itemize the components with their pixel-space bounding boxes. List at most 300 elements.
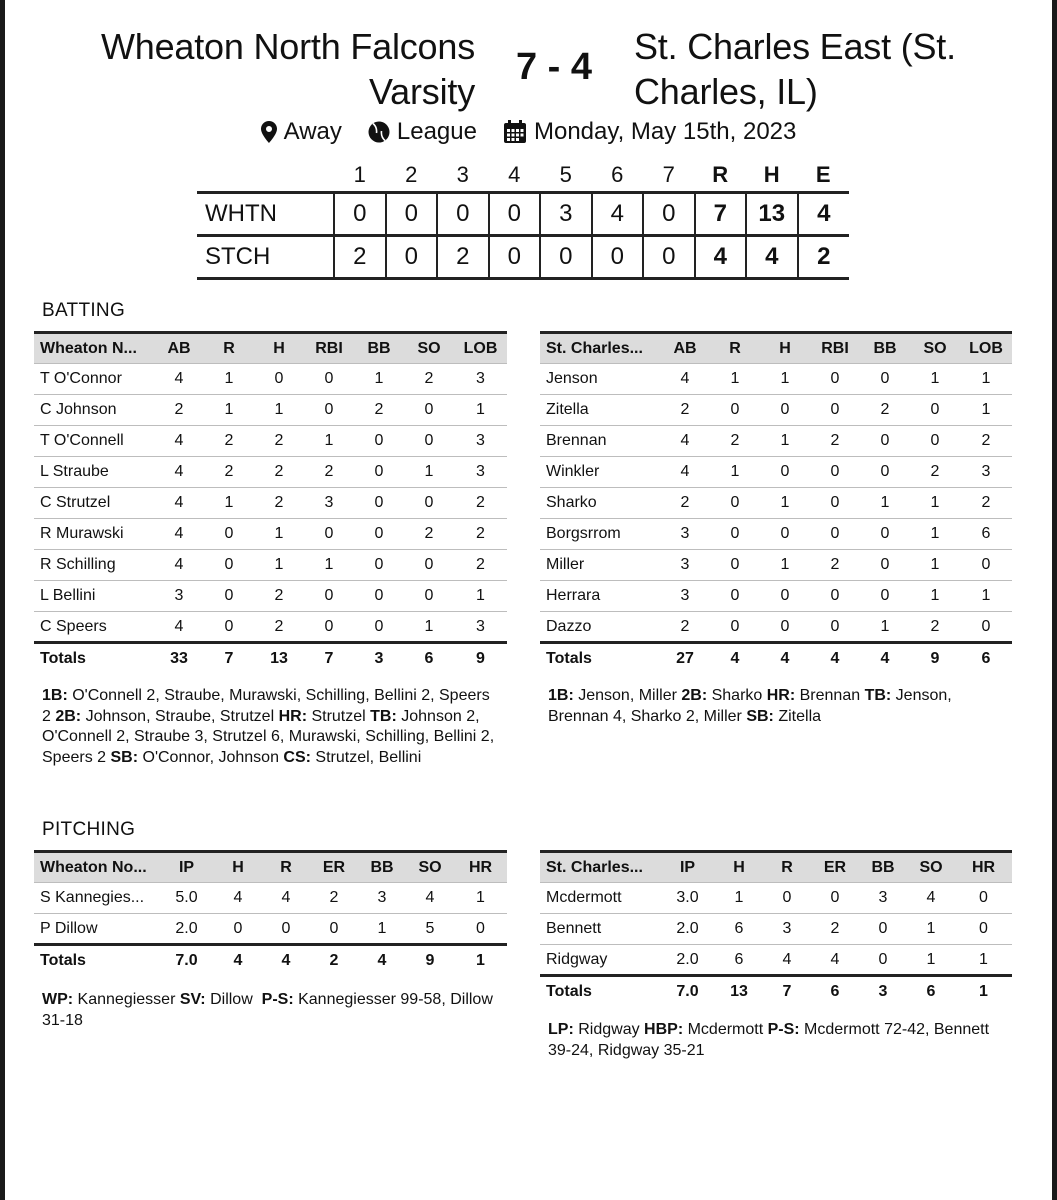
stat-column-header: BB <box>871 858 895 876</box>
stat-value: 1 <box>910 550 960 581</box>
inning-score: 2 <box>437 235 489 278</box>
stat-value: 0 <box>304 581 354 612</box>
stat-value: 2 <box>154 395 204 426</box>
stat-value: 2 <box>254 426 304 457</box>
total-value: 3 <box>859 976 907 1007</box>
stat-column-header: R <box>223 339 235 357</box>
player-name: Jenson <box>540 364 660 395</box>
stat-value: 0 <box>760 612 810 643</box>
stat-value: 1 <box>910 364 960 395</box>
note-text: Johnson 2, O'Connell 2, Straube 3, Strutzel 6, Murawski, Schilling, Bellini 2, Speers 2 <box>42 707 499 766</box>
stat-column-header: AB <box>167 339 191 357</box>
team-column-header: St. Charles... <box>546 339 643 357</box>
stat-value: 1 <box>955 945 1012 976</box>
total-hits: 4 <box>746 235 798 278</box>
player-name: T O'Connell <box>34 426 154 457</box>
player-name: Dazzo <box>540 612 660 643</box>
stat-value: 4 <box>154 488 204 519</box>
inning-score: 0 <box>386 192 438 235</box>
inning-score: 0 <box>489 235 541 278</box>
stat-value: 2 <box>254 457 304 488</box>
total-value: 9 <box>406 945 454 976</box>
away-pitching-notes <box>548 1020 1008 1061</box>
total-value: 13 <box>254 643 304 674</box>
stat-value: 0 <box>810 519 860 550</box>
total-runs: 7 <box>695 192 747 235</box>
total-value: 7 <box>204 643 254 674</box>
player-row <box>540 519 1012 550</box>
inning-score: 0 <box>489 192 541 235</box>
stat-value: 2 <box>310 883 358 914</box>
stat-value: 0 <box>860 364 910 395</box>
stat-value: 2 <box>354 395 404 426</box>
stat-column-header: ER <box>823 858 847 876</box>
stat-value: 4 <box>154 550 204 581</box>
stat-value: 2 <box>910 612 960 643</box>
stat-value: 2 <box>660 395 710 426</box>
location-label: Away <box>283 118 342 145</box>
stat-value: 1 <box>860 612 910 643</box>
stat-value: 3 <box>454 364 507 395</box>
player-name: Bennett <box>540 914 660 945</box>
total-value: 3 <box>354 643 404 674</box>
stat-value: 0 <box>204 550 254 581</box>
totals-row <box>34 945 507 976</box>
total-value: 4 <box>358 945 406 976</box>
line-score-header <box>197 160 849 192</box>
note-text: Zitella <box>773 707 822 725</box>
player-row <box>34 364 507 395</box>
note-label: LP: <box>548 1021 574 1038</box>
player-row <box>540 883 1012 914</box>
stat-value: 0 <box>710 581 760 612</box>
stat-value: 3 <box>660 519 710 550</box>
stat-value: 1 <box>354 364 404 395</box>
stat-value: 1 <box>254 519 304 550</box>
note-label: P-S: <box>261 991 294 1008</box>
note-label: CS: <box>283 748 311 766</box>
stat-value: 3 <box>358 883 406 914</box>
stat-value: 4 <box>154 364 204 395</box>
stat-value: 4 <box>763 945 811 976</box>
stat-value: 0 <box>204 581 254 612</box>
stat-value: 2 <box>254 612 304 643</box>
stat-value: 0 <box>710 550 760 581</box>
stat-column-header: SO <box>417 339 441 357</box>
totals-row <box>34 643 507 674</box>
total-runs: 4 <box>695 235 747 278</box>
stat-value: 4 <box>660 426 710 457</box>
stat-value: 2.0 <box>660 945 715 976</box>
note-label: 1B: <box>548 687 574 704</box>
stat-value: 1 <box>910 488 960 519</box>
player-name: Miller <box>540 550 660 581</box>
stat-value: 2 <box>810 426 860 457</box>
stat-value: 1 <box>907 914 955 945</box>
totals-label: Totals <box>540 643 660 674</box>
stat-value: 0 <box>810 364 860 395</box>
stat-column-header: H <box>779 339 791 357</box>
stat-value: 4 <box>406 883 454 914</box>
stat-value: 1 <box>960 581 1012 612</box>
player-name: R Murawski <box>34 519 154 550</box>
inning-header: 4 <box>508 162 521 188</box>
total-value: 7.0 <box>660 976 715 1007</box>
total-value: 4 <box>810 643 860 674</box>
stat-value: 0 <box>204 612 254 643</box>
note-text: O'Connell 2, Straube, Murawski, Schilling, Bellini 2, Speers 2 <box>42 687 495 725</box>
inning-score: 0 <box>437 192 489 235</box>
stat-value: 0 <box>960 550 1012 581</box>
inning-header: 1 <box>353 162 366 188</box>
stat-value: 3 <box>660 581 710 612</box>
player-row <box>540 364 1012 395</box>
player-name: Mcdermott <box>540 883 660 914</box>
stat-value: 2 <box>204 426 254 457</box>
stat-value: 4 <box>214 883 262 914</box>
player-name: P Dillow <box>34 914 159 945</box>
total-value: 7 <box>304 643 354 674</box>
stat-value: 1 <box>454 581 507 612</box>
note-text: Brennan <box>795 687 865 704</box>
line-score-team-header <box>197 160 334 192</box>
home-team-name: Wheaton North Falcons Varsity <box>101 26 475 112</box>
stat-value: 0 <box>859 945 907 976</box>
location-item <box>261 118 342 146</box>
stat-value: 5 <box>406 914 454 945</box>
stat-column-header: H <box>733 858 745 876</box>
stat-value: 5.0 <box>159 883 214 914</box>
stat-value: 1 <box>254 395 304 426</box>
inning-score: 4 <box>592 192 644 235</box>
stat-value: 2 <box>910 457 960 488</box>
stat-value: 4 <box>811 945 859 976</box>
inning-header: 2 <box>405 162 418 188</box>
player-name: S Kannegies... <box>34 883 159 914</box>
player-row <box>540 488 1012 519</box>
line-score-team: WHTN <box>197 192 334 235</box>
stat-value: 2.0 <box>660 914 715 945</box>
stat-value: 3 <box>454 612 507 643</box>
stat-value: 0 <box>910 426 960 457</box>
stat-value: 0 <box>910 395 960 426</box>
stat-header-row <box>34 852 507 883</box>
stat-value: 2 <box>960 488 1012 519</box>
stat-value: 2 <box>304 457 354 488</box>
note-label: HR: <box>766 687 796 704</box>
stat-value: 1 <box>907 945 955 976</box>
game-meta <box>0 118 1057 146</box>
stat-value: 0 <box>310 914 358 945</box>
stat-column-header: BB <box>370 858 394 876</box>
player-row <box>34 519 507 550</box>
inning-header: 7 <box>662 162 675 188</box>
stat-column-header: IP <box>679 858 696 876</box>
stat-value: 0 <box>860 581 910 612</box>
stat-value: 0 <box>304 612 354 643</box>
line-score-row <box>197 192 849 235</box>
stat-value: 0 <box>760 581 810 612</box>
stat-column-header: HR <box>468 858 493 876</box>
player-row <box>34 612 507 643</box>
game-type-label: League <box>396 118 477 145</box>
stat-column-header: H <box>232 858 244 876</box>
batting-section-title: BATTING <box>42 300 126 321</box>
stat-value: 0 <box>710 488 760 519</box>
note-label: HR: <box>278 707 308 725</box>
stat-value: 0 <box>404 426 454 457</box>
stat-value: 2 <box>960 426 1012 457</box>
hits-header: H <box>763 162 780 188</box>
total-value: 1 <box>454 945 507 976</box>
team-column-header: Wheaton No... <box>40 858 147 876</box>
stat-value: 4 <box>660 457 710 488</box>
stat-value: 4 <box>154 426 204 457</box>
stat-value: 0 <box>354 612 404 643</box>
stat-value: 1 <box>910 519 960 550</box>
note-text: Ridgway <box>573 1021 645 1038</box>
total-value: 6 <box>811 976 859 1007</box>
stat-value: 0 <box>960 612 1012 643</box>
final-score: 7 - 4 <box>515 46 593 88</box>
total-value: 7 <box>763 976 811 1007</box>
inning-score: 3 <box>540 192 592 235</box>
home-batting-table <box>34 331 507 674</box>
stat-value: 0 <box>354 488 404 519</box>
team-column-header: Wheaton N... <box>40 339 137 357</box>
note-label: 2B: <box>55 707 82 725</box>
total-hits: 13 <box>746 192 798 235</box>
note-label: 2B: <box>681 687 708 704</box>
player-row <box>34 581 507 612</box>
total-value: 6 <box>960 643 1012 674</box>
totals-label: Totals <box>34 945 159 976</box>
stat-value: 0 <box>404 581 454 612</box>
stat-value: 0 <box>860 426 910 457</box>
errors-header: E <box>815 162 831 188</box>
home-pitching-table <box>34 850 507 976</box>
player-row <box>540 945 1012 976</box>
stat-column-header: HR <box>971 858 996 876</box>
player-name: Ridgway <box>540 945 660 976</box>
note-label: SB: <box>110 748 139 766</box>
stat-value: 3 <box>660 550 710 581</box>
right-frame-edge <box>1052 0 1057 1200</box>
stat-value: 2 <box>404 364 454 395</box>
player-row <box>540 612 1012 643</box>
stat-value: 0 <box>859 914 907 945</box>
game-type-item <box>368 118 477 146</box>
total-value: 33 <box>154 643 204 674</box>
stat-value: 2 <box>810 550 860 581</box>
stat-header-row <box>34 333 507 364</box>
stat-value: 4 <box>154 612 204 643</box>
stat-value: 4 <box>154 457 204 488</box>
player-name: T O'Connor <box>34 364 154 395</box>
stat-value: 0 <box>354 426 404 457</box>
total-value: 1 <box>955 976 1012 1007</box>
stat-value: 0 <box>254 364 304 395</box>
stat-value: 2 <box>660 612 710 643</box>
stat-column-header: ER <box>322 858 346 876</box>
total-value: 4 <box>214 945 262 976</box>
stat-value: 0 <box>810 581 860 612</box>
player-name: Winkler <box>540 457 660 488</box>
stat-column-header: H <box>273 339 285 357</box>
total-value: 13 <box>715 976 763 1007</box>
inning-score: 0 <box>643 235 695 278</box>
total-value: 9 <box>454 643 507 674</box>
total-value: 4 <box>262 945 310 976</box>
inning-header: 5 <box>559 162 572 188</box>
stat-value: 4 <box>262 883 310 914</box>
stat-value: 0 <box>810 488 860 519</box>
player-row <box>34 550 507 581</box>
stat-value: 1 <box>960 395 1012 426</box>
calendar-icon <box>503 120 527 144</box>
stat-value: 2 <box>660 488 710 519</box>
stat-value: 0 <box>710 519 760 550</box>
player-row <box>540 914 1012 945</box>
stat-value: 0 <box>454 914 507 945</box>
inning-header: 6 <box>611 162 624 188</box>
note-text: Mcdermott 72-42, Bennett 39-24, Ridgway 35-21 <box>548 1021 994 1059</box>
line-score-team: STCH <box>197 235 334 278</box>
stat-value: 1 <box>710 457 760 488</box>
team-column-header: St. Charles... <box>546 858 643 876</box>
player-row <box>34 426 507 457</box>
stat-value: 3 <box>454 426 507 457</box>
stat-column-header: RBI <box>821 339 849 357</box>
stat-value: 1 <box>760 426 810 457</box>
stat-value: 0 <box>811 883 859 914</box>
stat-value: 0 <box>354 550 404 581</box>
stat-value: 6 <box>960 519 1012 550</box>
player-row <box>540 395 1012 426</box>
stat-value: 0 <box>214 914 262 945</box>
baseball-icon <box>368 121 390 143</box>
pitching-section-title: PITCHING <box>42 819 136 840</box>
player-row <box>540 457 1012 488</box>
map-pin-icon <box>261 121 277 143</box>
game-date: Monday, May 15th, 2023 <box>533 118 797 145</box>
player-name: C Speers <box>34 612 154 643</box>
inning-score: 0 <box>643 192 695 235</box>
inning-score: 0 <box>540 235 592 278</box>
stat-column-header: RBI <box>315 339 343 357</box>
player-name: L Bellini <box>34 581 154 612</box>
stat-value: 0 <box>860 457 910 488</box>
stat-value: 2 <box>710 426 760 457</box>
stat-value: 0 <box>304 519 354 550</box>
stat-value: 0 <box>760 395 810 426</box>
stat-value: 1 <box>204 488 254 519</box>
stat-value: 1 <box>454 883 507 914</box>
stat-value: 1 <box>760 550 810 581</box>
stat-value: 2 <box>860 395 910 426</box>
total-value: 2 <box>310 945 358 976</box>
stat-column-header: AB <box>673 339 697 357</box>
stat-value: 1 <box>204 395 254 426</box>
inning-score: 2 <box>334 235 386 278</box>
note-text: Strutzel <box>307 707 371 725</box>
total-value: 4 <box>860 643 910 674</box>
note-label: TB: <box>864 687 892 704</box>
player-name: Herrara <box>540 581 660 612</box>
home-batting-notes <box>42 686 502 768</box>
stat-value: 0 <box>860 550 910 581</box>
note-text: Jenson, Miller <box>573 687 682 704</box>
stat-value: 3 <box>154 581 204 612</box>
stat-value: 0 <box>810 395 860 426</box>
stat-value: 1 <box>710 364 760 395</box>
stat-value: 0 <box>810 612 860 643</box>
stat-value: 0 <box>404 395 454 426</box>
stat-value: 0 <box>763 883 811 914</box>
stat-value: 6 <box>715 914 763 945</box>
stat-value: 1 <box>860 488 910 519</box>
stat-value: 0 <box>354 457 404 488</box>
stat-value: 0 <box>955 883 1012 914</box>
stat-value: 0 <box>955 914 1012 945</box>
stat-value: 0 <box>710 395 760 426</box>
stat-value: 1 <box>454 395 507 426</box>
total-errors: 4 <box>798 192 850 235</box>
stat-value: 0 <box>354 581 404 612</box>
stat-column-header: LOB <box>463 339 498 357</box>
runs-header: R <box>712 162 729 188</box>
stat-value: 0 <box>710 612 760 643</box>
player-row <box>540 426 1012 457</box>
stat-value: 0 <box>354 519 404 550</box>
stat-column-header: IP <box>178 858 195 876</box>
totals-label: Totals <box>540 976 660 1007</box>
stat-header-row <box>540 333 1012 364</box>
stat-value: 2 <box>454 488 507 519</box>
player-name: C Strutzel <box>34 488 154 519</box>
total-value: 6 <box>907 976 955 1007</box>
stat-value: 0 <box>304 395 354 426</box>
away-batting-notes <box>548 686 1008 727</box>
stat-column-header: R <box>729 339 741 357</box>
total-errors: 2 <box>798 235 850 278</box>
stat-column-header: R <box>781 858 793 876</box>
stat-column-header: BB <box>873 339 897 357</box>
inning-header: 3 <box>456 162 469 188</box>
stat-value: 3.0 <box>660 883 715 914</box>
line-score-row <box>197 235 849 278</box>
totals-row <box>540 976 1012 1007</box>
player-row <box>34 883 507 914</box>
note-label: SV: <box>179 991 206 1008</box>
player-name: Zitella <box>540 395 660 426</box>
player-name: Sharko <box>540 488 660 519</box>
player-name: C Johnson <box>34 395 154 426</box>
totals-label: Totals <box>34 643 154 674</box>
stat-value: 2 <box>454 519 507 550</box>
stat-value: 3 <box>859 883 907 914</box>
stat-value: 1 <box>960 364 1012 395</box>
player-row <box>34 914 507 945</box>
note-text: Johnson, Straube, Strutzel <box>81 707 279 725</box>
stat-value: 2 <box>404 519 454 550</box>
player-row <box>34 488 507 519</box>
stat-value: 0 <box>404 488 454 519</box>
away-batting-table <box>540 331 1012 674</box>
game-header <box>0 24 1057 116</box>
total-value: 27 <box>660 643 710 674</box>
note-label: P-S: <box>767 1021 800 1038</box>
